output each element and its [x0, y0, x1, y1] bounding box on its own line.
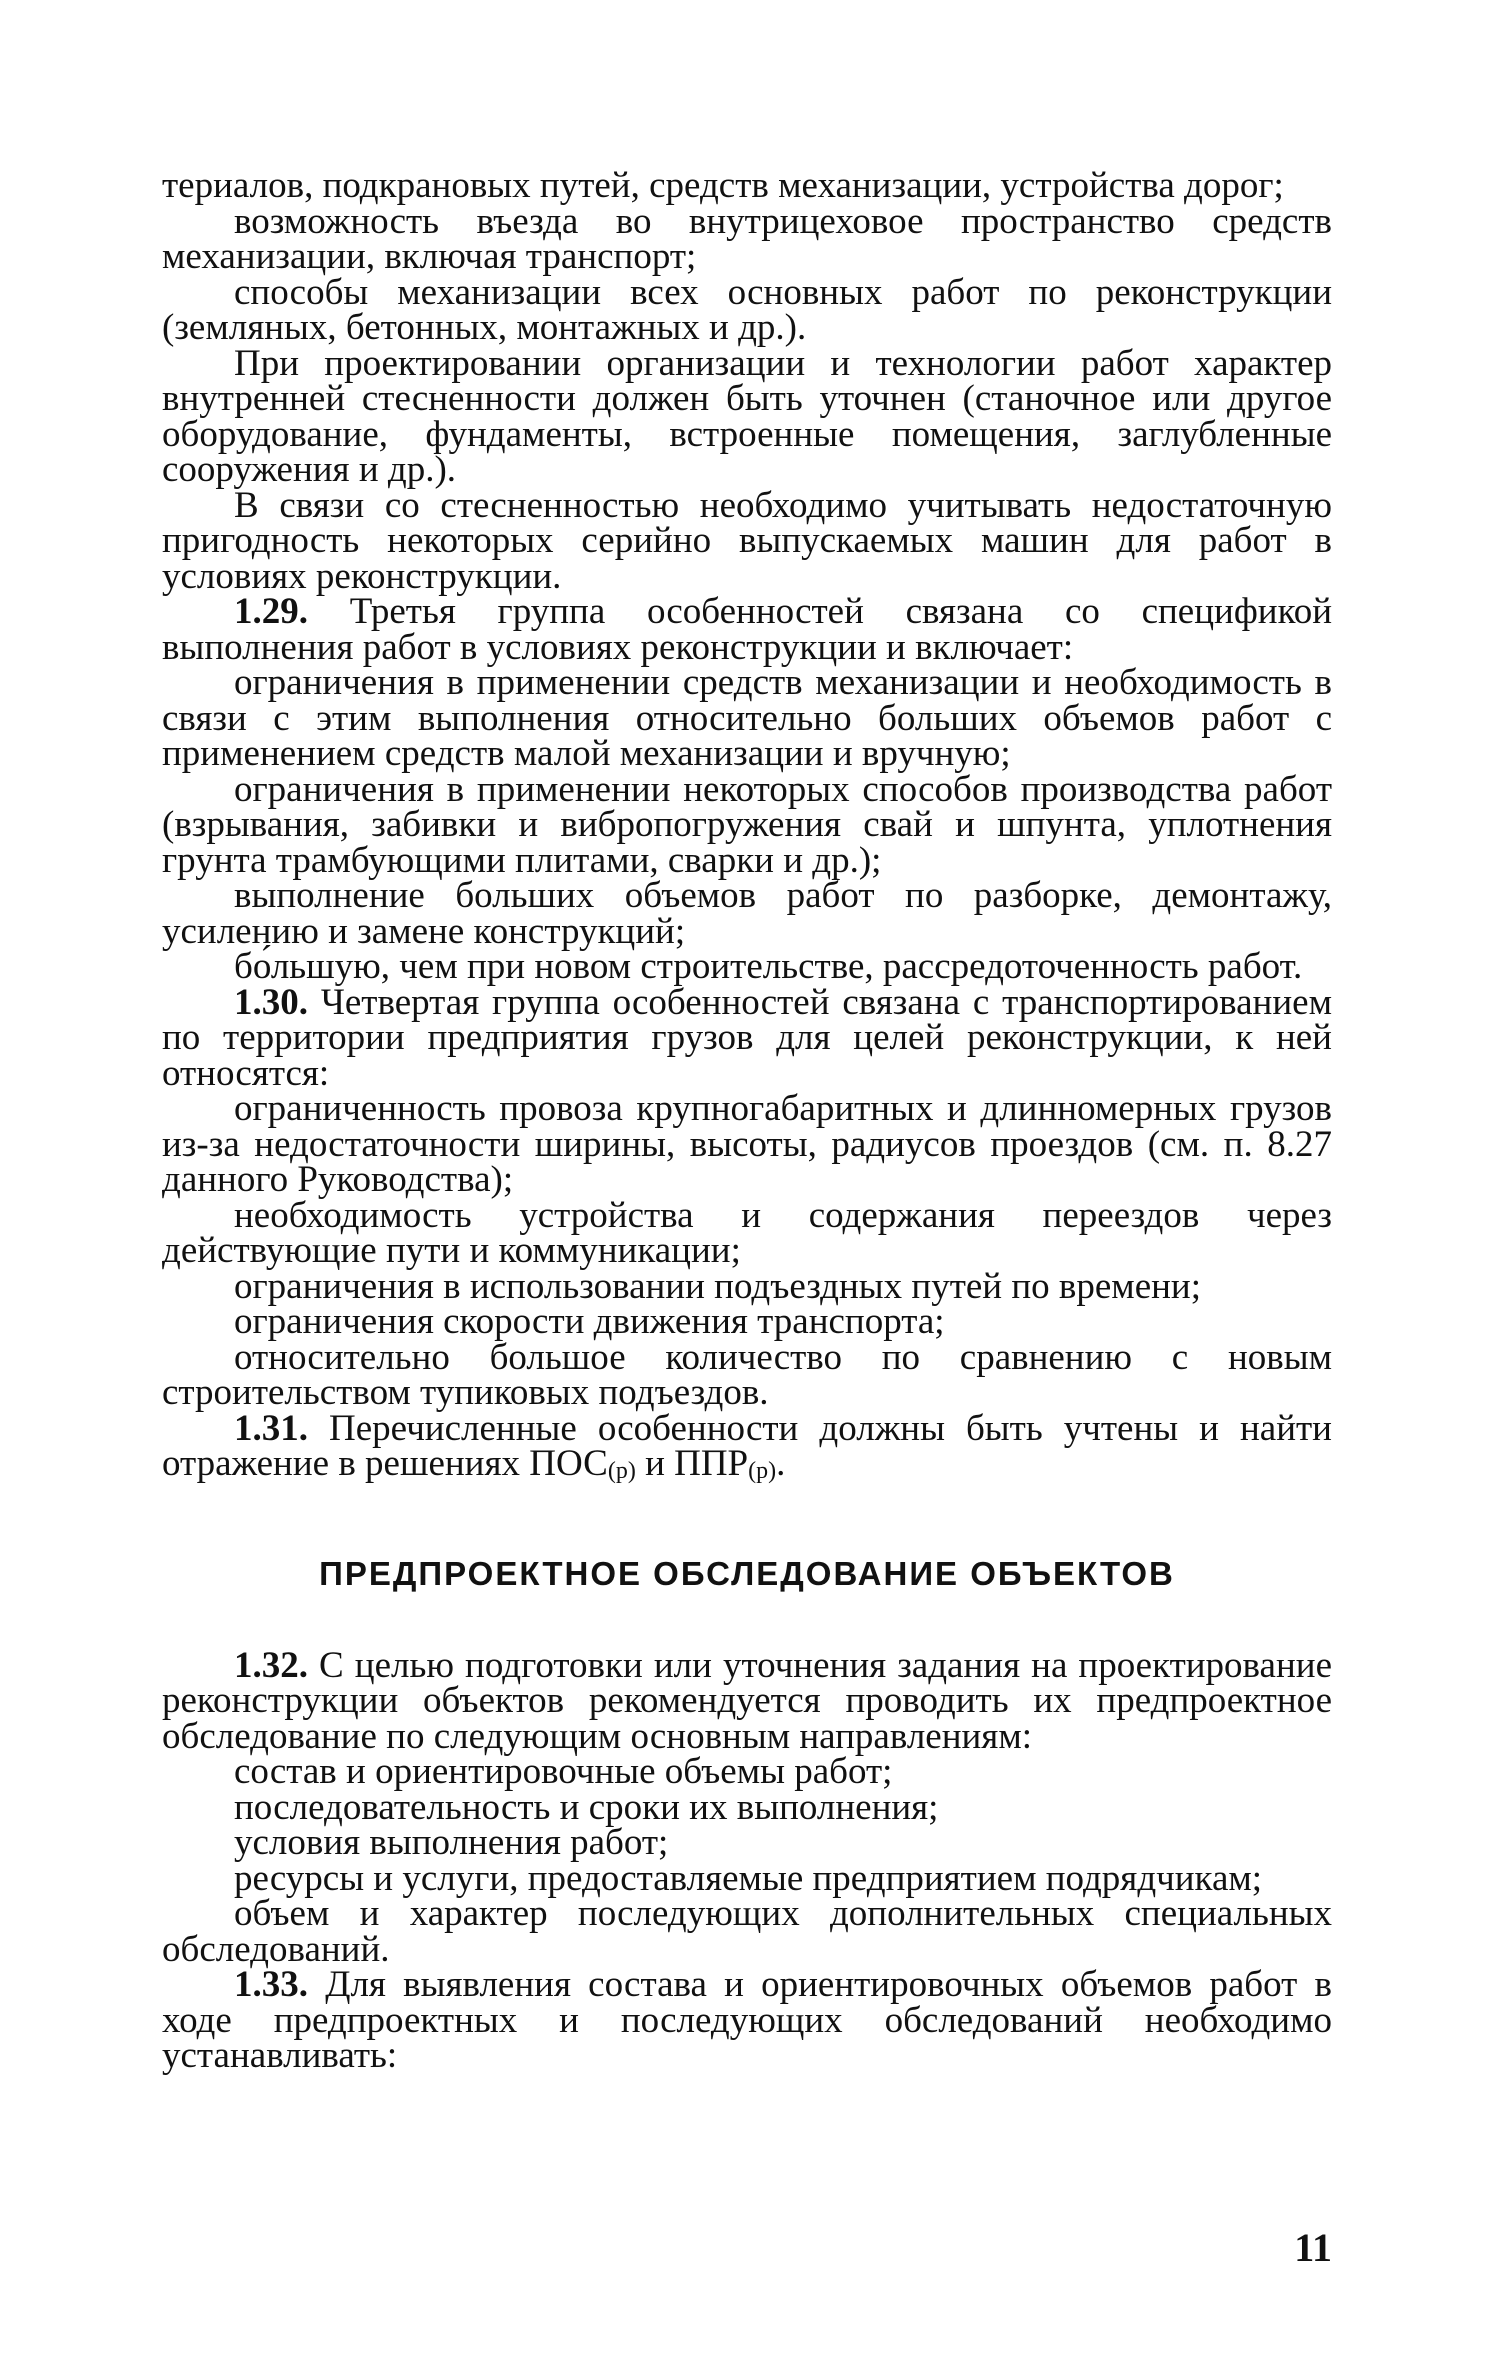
paragraph [162, 165, 1332, 206]
paragraph-text: бо́льшую, чем при новом строительстве, рассредоточенность работ. [234, 946, 1303, 987]
paragraph [162, 1194, 1332, 1271]
paragraph-text: ограниченность провоза крупногабаритных и длинномерных грузов из-за недостаточности ширины, высоты, радиусов проездов (см. п. 8.27 данного Руководства); [162, 1088, 1332, 1200]
paragraph-text: ограничения в использовании подъездных путей по времени; [234, 1265, 1202, 1307]
paragraph [162, 1822, 1332, 1863]
paragraph-text: ресурсы и услуги, предоставляемые предприятием подрядчикам; [234, 1857, 1263, 1899]
paragraph-number: 1.33. [234, 1964, 308, 2005]
paragraph [162, 1893, 1332, 1970]
paragraphs-after-heading [162, 1644, 1332, 2076]
paragraph-number: 1.30. [234, 981, 308, 1023]
paragraph [162, 1751, 1332, 1792]
paragraph-text: способы механизации всех основных работ по реконструкции (земляных, бетонных, монтажных и др.). [162, 271, 1332, 348]
paragraph [162, 1964, 1332, 2076]
paragraph-text: состав и ориентировочные объемы работ; [234, 1751, 893, 1792]
paragraph [162, 981, 1332, 1094]
paragraph-text: Перечисленные особенности должны быть учтены и найти отражение в решениях ПОС [162, 1407, 1332, 1484]
paragraph [162, 1786, 1332, 1828]
paragraph-text: ограничения в применении средств механизации и необходимость в связи с этим выполнения относительно больших объемов работ с применением средств малой механизации и вручную; [162, 662, 1332, 774]
paragraph [162, 768, 1332, 881]
subscript: (р) [607, 1458, 636, 1484]
paragraph [162, 484, 1332, 597]
paragraph [162, 1265, 1332, 1307]
paragraph-text: последовательность и сроки их выполнения; [234, 1786, 939, 1828]
paragraph [162, 342, 1332, 490]
paragraph [162, 662, 1332, 774]
paragraph-1-31 [162, 1407, 1332, 1490]
paragraph-text: Третья группа особенностей связана со спецификой выполнения работ в условиях реконструкции и включает: [162, 591, 1332, 668]
paragraph [162, 1088, 1332, 1200]
paragraph-number: 1.32. [234, 1644, 308, 1686]
paragraph-text: и ППР [635, 1443, 749, 1484]
subscript: (р) [748, 1458, 777, 1484]
paragraph-text: возможность въезда во внутрицеховое пространство средств механизации, включая транспорт; [162, 200, 1332, 277]
section-heading: ПРЕДПРОЕКТНОЕ ОБСЛЕДОВАНИЕ ОБЪЕКТОВ [319, 1554, 1175, 1592]
paragraph [162, 1644, 1332, 1757]
paragraph-text: При проектировании организации и технологии работ характер внутренней стесненности должен быть уточнен (станочное или другое оборудование, фундаменты, встроенные помещения, заглубленные сооружения и др.). [162, 342, 1332, 490]
paragraph-text: Для выявления состава и ориентировочных объемов работ в ходе предпроектных и последующих обследований необходимо устанавливать: [162, 1964, 1332, 2076]
paragraph-text: С целью подготовки или уточнения задания на проектирование реконструкции объектов рекомендуется проводить их предпроектное обследование по следующим основным направлениям: [162, 1644, 1332, 1757]
paragraph-text: условия выполнения работ; [234, 1822, 669, 1863]
paragraph-text: Четвертая группа особенностей связана с транспортированием по территории предприятия грузов для целей реконструкции, к ней относятся: [162, 981, 1332, 1094]
paragraph-text: относительно большое количество по сравнению с новым строительством тупиковых подъездов. [162, 1336, 1332, 1413]
paragraph-text: териалов, подкрановых путей, средств механизации, устройства дорог; [162, 165, 1284, 206]
paragraph-text: выполнение больших объемов работ по разборке, демонтажу, усилению и замене конструкций; [162, 875, 1332, 952]
paragraph-text: ограничения в применении некоторых способов производства работ (взрывания, забивки и вибропогружения свай и шпунта, уплотнения грунта трамбующими плитами, сварки и др.); [162, 768, 1332, 881]
paragraph [162, 271, 1332, 348]
paragraph [162, 1857, 1332, 1899]
paragraph-text: необходимость устройства и содержания переездов через действующие пути и коммуникации; [162, 1194, 1332, 1271]
page-number: 11 [1294, 2225, 1332, 2270]
paragraph-text: ограничения скорости движения транспорта; [234, 1301, 945, 1342]
paragraph-text: . [776, 1443, 786, 1484]
paragraph [162, 1336, 1332, 1413]
paragraph-number: 1.31. [234, 1407, 308, 1449]
paragraph [162, 591, 1332, 668]
paragraphs-before-heading [162, 165, 1332, 1413]
paragraph-number: 1.29. [234, 591, 308, 632]
paragraph-text: В связи со стесненностью необходимо учитывать недостаточную пригодность некоторых серийно выпускаемых машин для работ в условиях реконструкции. [162, 484, 1332, 597]
paragraph-text: объем и характер последующих дополнительных специальных обследований. [162, 1893, 1332, 1970]
body-text [162, 165, 1332, 2076]
paragraph [162, 875, 1332, 952]
paragraph [162, 200, 1332, 277]
paragraph [162, 1301, 1332, 1342]
paragraph [162, 946, 1332, 987]
